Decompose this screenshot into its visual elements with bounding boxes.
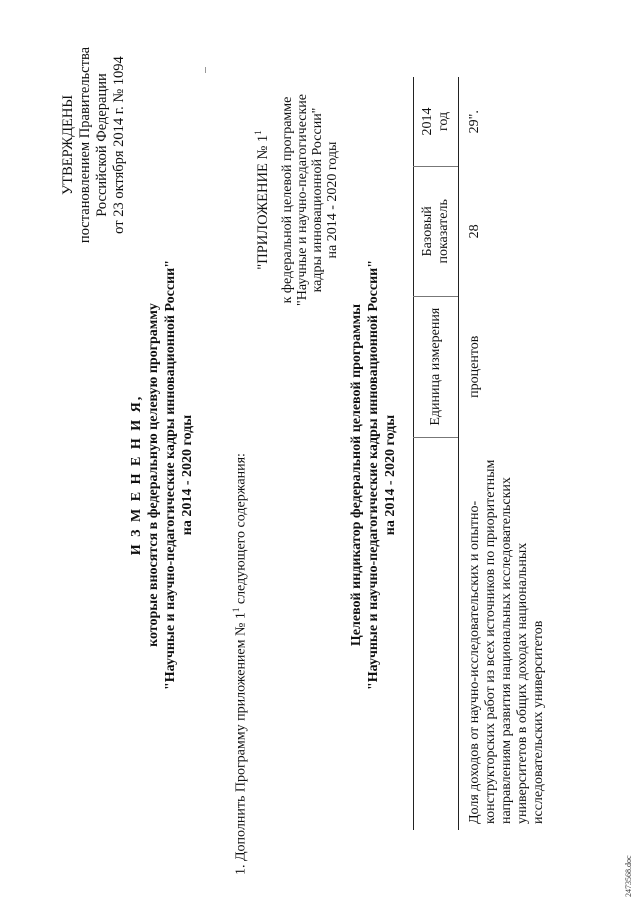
appendix-desc-line-3: кадры инновационной России" [310, 107, 325, 293]
appendix-label-superscript: 1 [253, 130, 263, 135]
appendix-desc-line-2: "Научные и научно-педагогические [295, 94, 310, 306]
appendix-label-main: "ПРИЛОЖЕНИЕ № 1 [254, 134, 271, 270]
title-line-2: которые вносятся в федеральную целевую программу [146, 303, 161, 647]
header-base [414, 166, 459, 296]
header-base-line-1: Базовый [420, 206, 435, 257]
intro-superscript: 1 [231, 607, 241, 613]
row-base-value: 28 [467, 224, 482, 239]
document-title [128, 195, 196, 755]
appendix-label [250, 50, 272, 350]
approval-line-3: Российской Федерации [94, 73, 110, 217]
header-base-line-2: показатель [436, 199, 451, 264]
title-line-4: на 2014 - 2020 годы [180, 414, 195, 536]
row-year-value: 29". [467, 110, 482, 134]
approval-line-4: от 23 октября 2014 г. № 1094 [111, 56, 127, 234]
header-name [414, 437, 459, 830]
title-line-1: И З М Е Н Е Н И Я, [129, 394, 144, 556]
header-unit: Единица измерения [414, 296, 459, 437]
document-reference: 2473568.doc [624, 855, 633, 897]
appendix-desc-line-1: к федеральной целевой программе [280, 96, 295, 304]
header-year-line-1: 2014 [420, 107, 435, 136]
indicator-title-line-3: на 2014 - 2020 годы [383, 414, 398, 536]
indicator-title-line-2: "Научные и научно-педагогические кадры инновационной России" [366, 260, 381, 690]
appendix-desc-line-4: на 2014 - 2020 годы [325, 141, 340, 259]
header-year [414, 77, 459, 166]
row-unit: процентов [467, 335, 482, 398]
approval-line-2: постановлением Правительства [77, 46, 93, 244]
indicator-title [348, 195, 399, 755]
indicator-table [413, 77, 555, 830]
approval-line-1: УТВЕРЖДЕНЫ [60, 94, 76, 196]
page-mark [205, 67, 206, 73]
approval-stamp [60, 15, 128, 275]
intro-prefix: 1. Дополнить Программу приложением № 1 [233, 612, 249, 875]
header-year-line-2: год [436, 111, 451, 132]
table-row [459, 77, 556, 830]
row-indicator-name: Доля доходов от научно-исследовательских и опытно-конструкторских работ из всех источников по приоритетным направлениям развития национальных исследовательских университетов в общих доходах национальных исследовательских университетов [467, 459, 546, 824]
appendix-description [280, 40, 340, 360]
indicator-title-line-1: Целевой индикатор федеральной целевой программы [349, 303, 364, 647]
intro-paragraph [228, 255, 250, 875]
title-line-3: "Научные и научно-педагогические кадры инновационной России" [163, 260, 178, 690]
table-header-row [414, 77, 459, 830]
intro-suffix: следующего содержания: [233, 453, 249, 608]
